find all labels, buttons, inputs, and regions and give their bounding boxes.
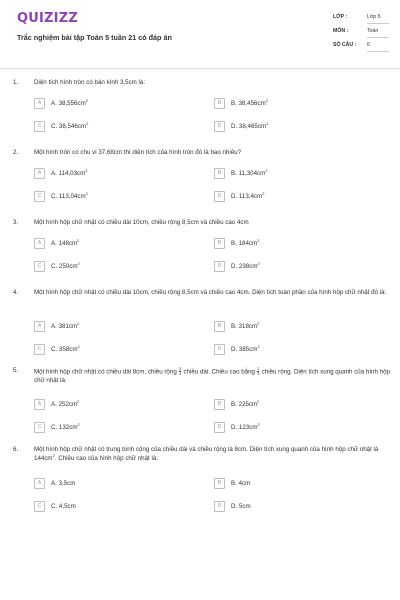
option-text: A. $38,556cm^2$ <box>51 97 88 107</box>
option-letter-box[interactable]: C <box>34 121 45 132</box>
option-letter-box[interactable]: D <box>214 191 225 202</box>
question-text: Một hình hộp chữ nhật có chiều dài 8cm, chiều rộng $\frac{3}{4}$ chiều dài. Chiều cao bằng $\frac{2}{3}$ chiều rộng. Diện tích xung quanh của hình hộp chữ nhật là: <box>34 366 390 384</box>
question-number: 4. <box>13 289 19 296</box>
header-divider <box>0 68 400 69</box>
option-text: B. $11,304cm^2$ <box>231 167 268 177</box>
option-text: B. $225cm^2$ <box>231 398 260 408</box>
option-text: A. $114,03cm^2$ <box>51 167 88 177</box>
option-letter-box[interactable]: B <box>214 399 225 410</box>
option-text: D. $123cm^2$ <box>231 421 260 431</box>
option-letter-box[interactable]: D <box>214 501 225 512</box>
option-text: C. $38,546cm^2$ <box>51 120 89 130</box>
quizizz-logo: QUIZIZZ <box>17 11 78 26</box>
option-text: D. $113,4cm^2$ <box>231 190 265 200</box>
option-text: A. $148cm^2$ <box>51 237 80 247</box>
option-text: A. 3,5cm <box>51 479 76 487</box>
meta-row-question-count <box>333 42 391 56</box>
option-letter-box[interactable]: C <box>34 261 45 272</box>
question-text: Một hình hộp chữ nhật có chiều dài 10cm, chiều rộng 8,5cm và chiều cao 4cm <box>34 219 249 226</box>
meta-label: MÔN : <box>333 28 349 34</box>
option-text: C. 4,5cm <box>51 502 76 510</box>
option-text: A. $381cm^2$ <box>51 320 80 330</box>
option-letter-box[interactable]: B <box>214 98 225 109</box>
option-text: D. 5cm <box>231 502 251 510</box>
option-text: B. $318cm^2$ <box>231 320 260 330</box>
question-number: 1. <box>13 79 19 86</box>
option-letter-box[interactable]: A <box>34 321 45 332</box>
option-letter-box[interactable]: B <box>214 238 225 249</box>
option-text: B. $184cm^2$ <box>231 237 260 247</box>
worksheet-title: Trắc nghiệm bài tập Toán 5 tuần 21 có đáp án <box>17 33 172 42</box>
option-letter-box[interactable]: D <box>214 344 225 355</box>
meta-row-class <box>333 14 391 28</box>
worksheet-header <box>0 0 400 68</box>
option-text: C. $358cm^2$ <box>51 343 80 353</box>
option-letter-box[interactable]: A <box>34 238 45 249</box>
question-text: Một hình hộp chữ nhật có chiều dài 10cm, chiều rộng 8,5cm và chiều cao 4cm. Diện tích toàn phần của hình hộp chữ nhật đó là: <box>34 289 387 296</box>
option-letter-box[interactable]: B <box>214 321 225 332</box>
worksheet-meta <box>333 14 391 56</box>
option-letter-box[interactable]: A <box>34 168 45 179</box>
question-number: 6. <box>13 446 19 453</box>
meta-value: Lớp 5 <box>367 14 389 24</box>
meta-label: SỐ CÂU : <box>333 42 357 48</box>
option-text: C. $132cm^2$ <box>51 421 80 431</box>
option-text: D. $38,465cm^2$ <box>231 120 269 130</box>
option-letter-box[interactable]: B <box>214 168 225 179</box>
meta-value: 6 <box>367 42 389 52</box>
question-number: 3. <box>13 219 19 226</box>
option-text: C. $250cm^2$ <box>51 260 80 270</box>
option-text: B. 4cm <box>231 479 251 487</box>
option-text: D. $385cm^2$ <box>231 343 260 353</box>
question-number: 5. <box>13 367 19 374</box>
option-letter-box[interactable]: A <box>34 98 45 109</box>
option-text: D. $238cm^2$ <box>231 260 260 270</box>
option-text: B. $38,456cm^2$ <box>231 97 268 107</box>
option-letter-box[interactable]: C <box>34 501 45 512</box>
option-letter-box[interactable]: C <box>34 344 45 355</box>
question-number: 2. <box>13 149 19 156</box>
meta-value: Toán <box>367 28 389 38</box>
option-letter-box[interactable]: D <box>214 121 225 132</box>
option-letter-box[interactable]: C <box>34 422 45 433</box>
option-letter-box[interactable]: D <box>214 422 225 433</box>
option-text: A. $252cm^2$ <box>51 398 80 408</box>
option-text: C. $113,04cm^2$ <box>51 190 88 200</box>
option-letter-box[interactable]: C <box>34 191 45 202</box>
question-text: Diện tích hình tròn có bán kính 3,5cm là: <box>34 79 146 86</box>
option-letter-box[interactable]: A <box>34 478 45 489</box>
option-letter-box[interactable]: D <box>214 261 225 272</box>
meta-row-subject <box>333 28 391 42</box>
option-letter-box[interactable]: B <box>214 478 225 489</box>
question-text: Một hình tròn có chu vi 37,68cm thì diện tích của hình tròn đó là bao nhiêu? <box>34 149 242 156</box>
question-text: Một hình hộp chữ nhật có trung bình cộng của chiều dài và chiều rộng là 8cm. Diện tích xung quanh của hình hộp chữ nhật là $144cm^2$. Chiều cao của hình hộp chữ nhật là: <box>34 446 379 462</box>
option-letter-box[interactable]: A <box>34 399 45 410</box>
meta-label: LỚP : <box>333 14 348 20</box>
